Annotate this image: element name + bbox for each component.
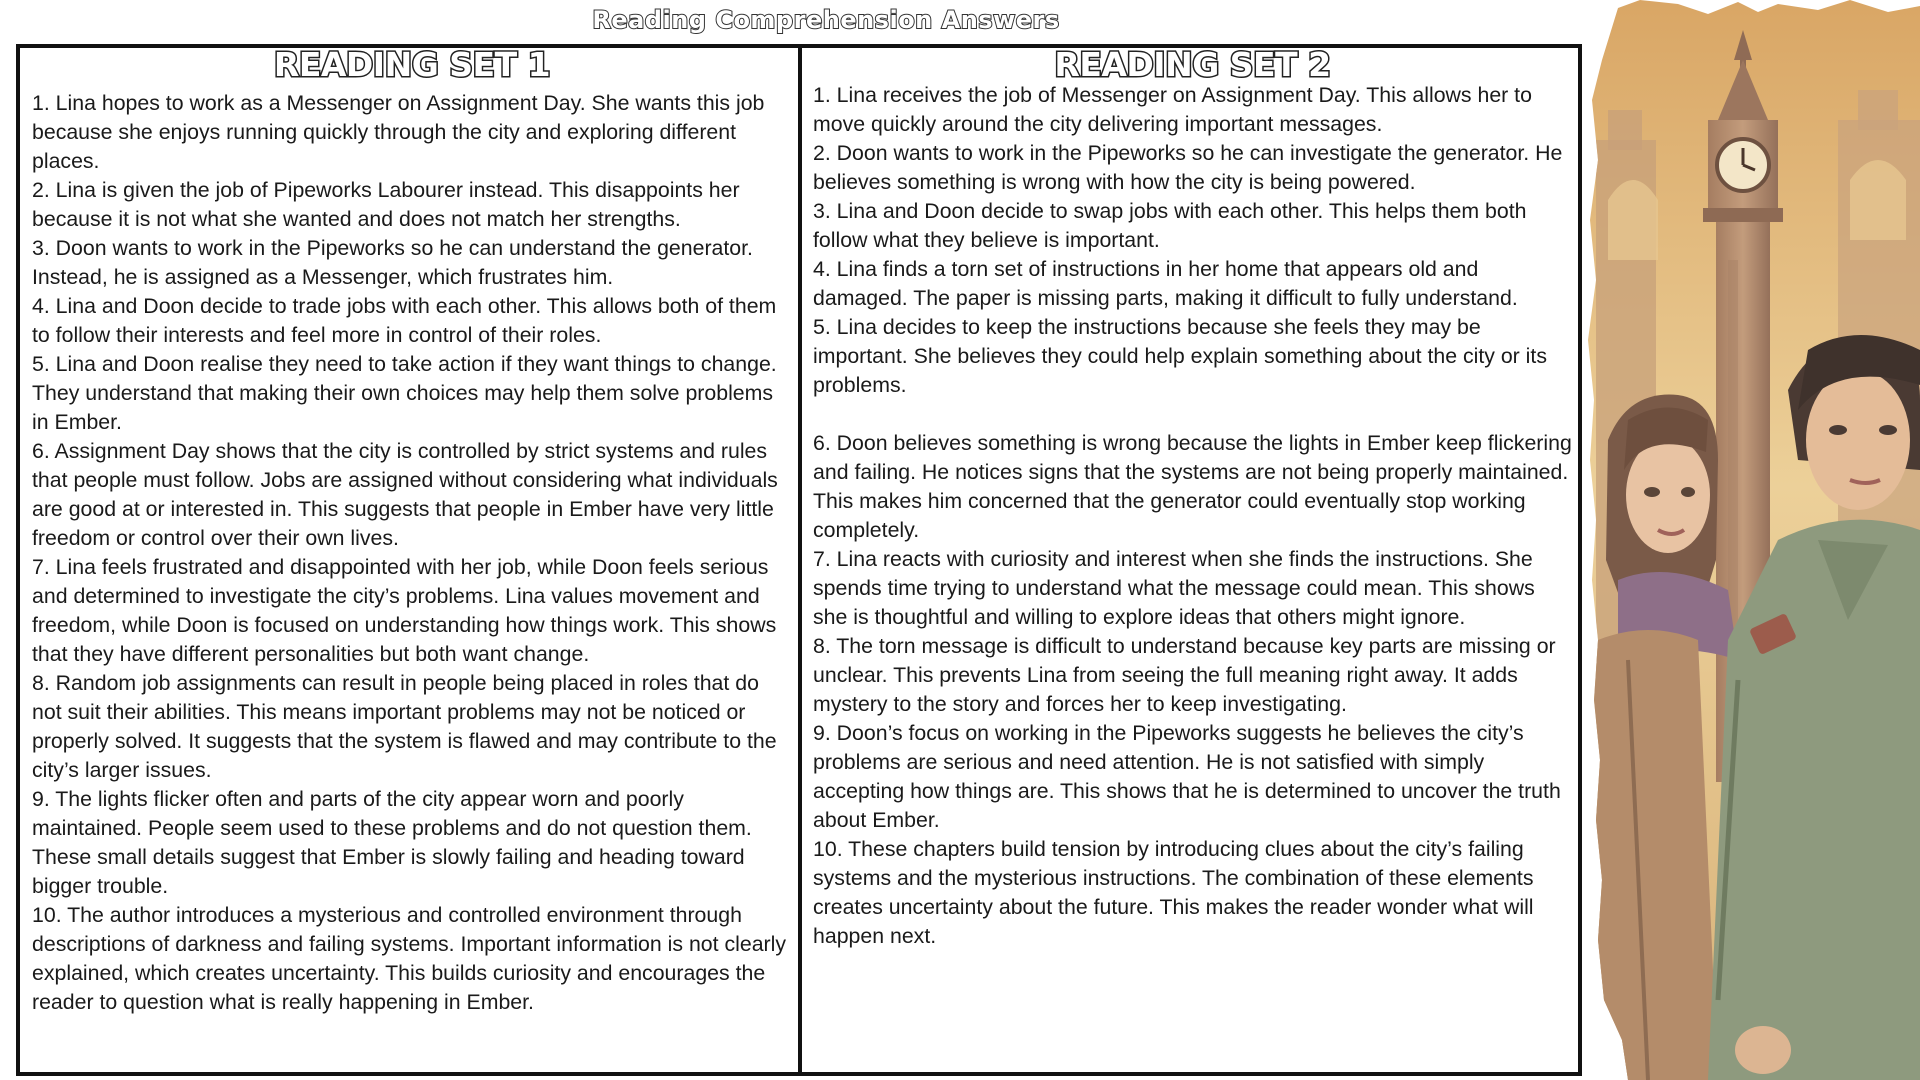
answer-item: 5. Lina decides to keep the instructions because she feels they may be important. She believes they could help explain something about the city or its problems. [813, 315, 1547, 397]
answer-item: 2. Doon wants to work in the Pipeworks so he can investigate the generator. He believes something is wrong with how the city is being powered. [813, 141, 1563, 194]
reading-set-1-title: READING SET 1 [273, 48, 551, 84]
answer-item: 6. Assignment Day shows that the city is controlled by strict systems and rules that people must follow. Jobs are assigned without considering what individuals are good at or interested in. This suggests that people in Ember have very little freedom or control over their own lives. [32, 439, 778, 550]
reading-set-2-column [802, 48, 1578, 1072]
answer-item: 4. Lina and Doon decide to trade jobs with each other. This allows both of them to follow their interests and feel more in control of their roles. [32, 294, 777, 347]
reading-set-2-title: READING SET 2 [1054, 48, 1331, 84]
answer-item: 9. Doon’s focus on working in the Pipeworks suggests he believes the city’s problems are serious and need attention. He is not satisfied with simply accepting how things are. This shows that he is determined to uncover the truth about Ember. [813, 721, 1561, 832]
answer-item: 7. Lina reacts with curiosity and interest when she finds the instructions. She spends time trying to understand what the message could mean. This shows she is thoughtful and willing to explore ideas that others might ignore. [813, 547, 1535, 629]
answer-item: 4. Lina finds a torn set of instructions in her home that appears old and damaged. The paper is missing parts, making it difficult to fully understand. [813, 257, 1518, 310]
reading-set-2-answers [813, 81, 1572, 951]
answer-item: 3. Lina and Doon decide to swap jobs with each other. This helps them both follow what they believe is important. [813, 199, 1527, 252]
answer-item: 7. Lina feels frustrated and disappointed with her job, while Doon feels serious and determined to investigate the city’s problems. Lina values movement and freedom, while Doon is focused on understanding how things work. This shows that they have different personalities but both want change. [32, 555, 777, 666]
book-cover-illustration [1588, 0, 1920, 1080]
answer-item: 2. Lina is given the job of Pipeworks Labourer instead. This disappoints her because it is not what she wanted and does not match her strengths. [32, 178, 740, 231]
answer-item: 9. The lights flicker often and parts of the city appear worn and poorly maintained. People seem used to these problems and do not question them. These small details suggest that Ember is slowly failing and heading toward bigger trouble. [32, 787, 752, 898]
answer-item: 8. Random job assignments can result in people being placed in roles that do not suit their abilities. This means important problems may not be noticed or properly solved. It suggests that the system is flawed and may contribute to the city’s larger issues. [32, 671, 777, 782]
answer-item: 10. These chapters build tension by introducing clues about the city’s failing systems and the mysterious instructions. The combination of these elements creates uncertainty about the future. This makes the reader wonder what will happen next. [813, 837, 1534, 948]
reading-set-1-answers [32, 89, 792, 1017]
answer-item: 5. Lina and Doon realise they need to take action if they want things to change. They understand that making their own choices may help them solve problems in Ember. [32, 352, 777, 434]
answer-item: 1. Lina hopes to work as a Messenger on Assignment Day. She wants this job because she enjoys running quickly through the city and exploring different places. [32, 91, 765, 173]
answer-item: 6. Doon believes something is wrong because the lights in Ember keep flickering and failing. He notices signs that the systems are not being properly maintained. This makes him concerned that the generator could eventually stop working completely. [813, 431, 1572, 542]
answer-item: 3. Doon wants to work in the Pipeworks so he can understand the generator. Instead, he is assigned as a Messenger, which frustrates him. [32, 236, 753, 289]
answers-table [16, 44, 1582, 1076]
answer-item: 8. The torn message is difficult to understand because key parts are missing or unclear. This prevents Lina from seeing the full meaning right away. It adds mystery to the story and forces her to keep investigating. [813, 634, 1556, 716]
page-title: Reading Comprehension Answers [592, 6, 1060, 34]
reading-set-1-column [20, 48, 802, 1072]
answer-item: 10. The author introduces a mysterious and controlled environment through descriptions of darkness and failing systems. Important information is not clearly explained, which creates uncertainty. This builds curiosity and encourages the reader to question what is really happening in Ember. [32, 903, 787, 1014]
answer-item: 1. Lina receives the job of Messenger on Assignment Day. This allows her to move quickly around the city delivering important messages. [813, 83, 1532, 136]
